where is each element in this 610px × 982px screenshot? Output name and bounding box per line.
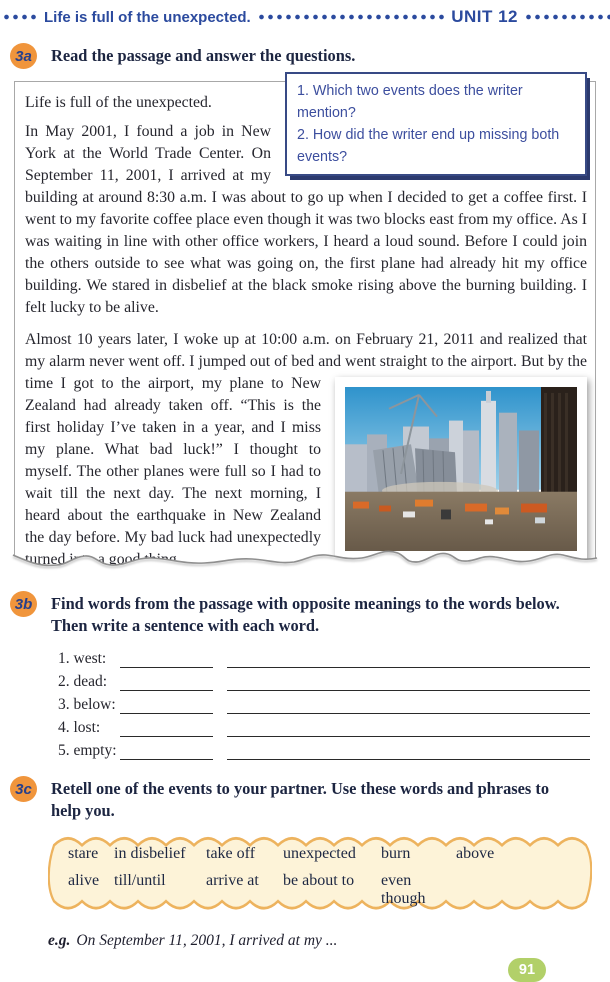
section-3c — [0, 774, 610, 950]
section-3a-header — [10, 41, 610, 69]
section-3c-badge: 3c — [10, 776, 37, 802]
answer-blank-long-3[interactable] — [227, 695, 590, 714]
page-number-badge: 91 — [508, 958, 546, 982]
section-3c-header — [10, 774, 610, 822]
word-prompt: 4. lost: — [58, 719, 101, 736]
word-item: in disbelief — [114, 845, 186, 862]
word-item: be about to — [283, 872, 355, 889]
word-item: even though — [381, 872, 426, 907]
section-3b-heading: Find words from the passage with opposite meanings to the words below. Then write a sentence with each word. — [51, 594, 560, 635]
answer-blank-long-4[interactable] — [227, 718, 590, 737]
section-3b-header — [10, 589, 610, 637]
answer-blank-long-5[interactable] — [227, 741, 590, 760]
section-3a-heading: Read the passage and answer the questions. — [51, 46, 356, 65]
opposites-exercise-list — [58, 645, 590, 760]
dotted-rule — [524, 13, 610, 21]
word-prompt: 5. empty: — [58, 742, 117, 759]
answer-blank-short-4[interactable] — [120, 718, 213, 737]
section-3b — [0, 589, 610, 760]
word-item: take off — [206, 845, 256, 862]
answer-blank-short-2[interactable] — [120, 672, 213, 691]
lesson-title: Life is full of the unexpected. — [44, 8, 251, 26]
answer-blank-short-1[interactable] — [120, 649, 213, 668]
torn-paper-edge — [13, 546, 597, 576]
answer-blank-short-5[interactable] — [120, 741, 213, 760]
paragraph-2-text-b: But by the time I got to the airport, my plane to New Zealand had already taken off. “This is the first holiday I’ve taken in a year, and I miss my plane. What bad luck!” I thought to myself. The other planes were full so I had to wait till the next day. The next morning, I heard about the earthquake in New Zealand the day before. My bad luck had unexpectedly turned into a good thing. — [25, 353, 587, 568]
unit-label: UNIT 12 — [451, 7, 518, 26]
word-bank-box — [48, 830, 592, 919]
example-sentence — [48, 932, 610, 950]
word-item: till/until — [114, 872, 166, 889]
example-label: e.g. — [48, 932, 71, 949]
word-item: above — [456, 845, 495, 862]
question-2: 2. How did the writer end up missing both events? — [297, 127, 560, 165]
example-text: On September 11, 2001, I arrived at my ... — [76, 932, 338, 949]
list-item — [58, 645, 590, 668]
word-prompt: 1. west: — [58, 650, 107, 667]
word-item: alive — [68, 872, 100, 889]
paragraph-1-text: In May 2001, I found a job in New York at the World Trade Center. On September 11, 2001, I arrived at my building at around 8:30 a.m. I was about to go up when I decided to get a coffee first. I went to my favorite coffee place even though it was two blocks east from my office. As I was waiting in line with other office workers, I heard a loud sound. Before I could join the others outside to see what was going on, the first plane had already hit my office building. We stared in disbelief at the black smoke rising above the burning building. I felt lucky to be alive. — [25, 123, 587, 316]
list-item — [58, 691, 590, 714]
list-item — [58, 668, 590, 691]
questions-box — [285, 72, 587, 176]
dotted-rule — [2, 13, 38, 21]
answer-blank-long-1[interactable] — [227, 649, 590, 668]
passage-title: Life is full of the unexpected. — [25, 94, 212, 111]
word-item: arrive at — [206, 872, 259, 889]
section-3a-badge: 3a — [10, 43, 37, 69]
word-prompt: 2. dead: — [58, 673, 108, 690]
word-prompt: 3. below: — [58, 696, 116, 713]
word-item: stare — [68, 845, 99, 862]
dotted-rule — [257, 13, 446, 21]
page-header — [0, 0, 610, 27]
reading-passage-box — [14, 81, 596, 568]
answer-blank-short-3[interactable] — [120, 695, 213, 714]
answer-blank-long-2[interactable] — [227, 672, 590, 691]
section-3c-heading: Retell one of the events to your partner. Use these words and phrases to help you. — [51, 779, 550, 820]
section-3b-badge: 3b — [10, 591, 37, 617]
question-1: 1. Which two events does the writer mention? — [297, 83, 523, 121]
list-item — [58, 714, 590, 737]
word-item: burn — [381, 845, 411, 862]
passage-paragraph-2 — [25, 329, 587, 571]
ground-zero-photo — [335, 377, 587, 561]
list-item — [58, 737, 590, 760]
paragraph-2-text-a: Almost 10 years later, I woke up at 10:00 a.m. on February 21, 2011 and realized that my alarm never went off. I jumped out of bed and went straight to the airport. — [25, 331, 587, 370]
word-item: unexpected — [283, 845, 356, 862]
word-bank-grid — [68, 845, 592, 908]
